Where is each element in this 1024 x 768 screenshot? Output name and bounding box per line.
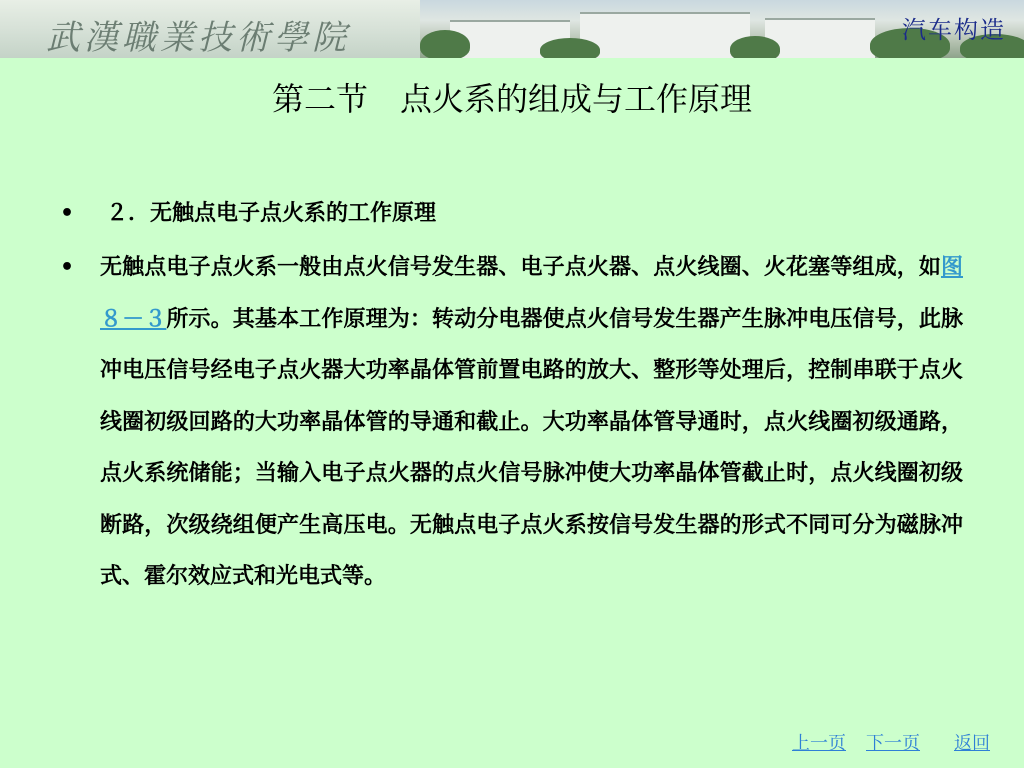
paragraph-text-before: 无触点电子点火系一般由点火信号发生器、电子点火器、点火线圈、火花塞等组成，如: [100, 255, 941, 280]
next-page-link[interactable]: 下一页: [866, 733, 920, 754]
section-heading: ２．无触点电子点火系的工作原理: [106, 201, 437, 226]
content-body: [58, 190, 963, 603]
list-item: [58, 242, 963, 603]
page-title: 第二节 点火系的组成与工作原理: [271, 80, 752, 118]
paragraph-text-after: 所示。其基本工作原理为：转动分电器使点火信号发生器产生脉冲电压信号，此脉冲电压信号经电子点火器大功率晶体管前置电路的放大、整形等处理后，控制串联于点火线圈初级回路的大功率晶体管的导通和截止。大功率晶体管导通时，点火线圈初级通路，点火系统储能；当输入电子点火器的点火信号脉冲使大功率晶体管截止时，点火线圈初级断路，次级绕组便产生高压电。无触点电子点火系按信号发生器的形式不同可分为磁脉冲式、霍尔效应式和光电式等。: [100, 306, 963, 589]
prev-page-link[interactable]: 上一页: [792, 733, 846, 754]
bullet-icon: •: [60, 255, 75, 280]
figure-link[interactable]: 图８－３: [100, 255, 963, 332]
list-item: [58, 190, 963, 238]
navigation-links: [792, 729, 990, 755]
course-name: 汽车构造: [902, 16, 1006, 44]
bullet-icon: •: [60, 201, 75, 226]
back-link[interactable]: 返回: [954, 733, 990, 754]
header-banner: [0, 0, 1024, 58]
school-name-logo: 武漢職業技術學院: [46, 18, 350, 58]
